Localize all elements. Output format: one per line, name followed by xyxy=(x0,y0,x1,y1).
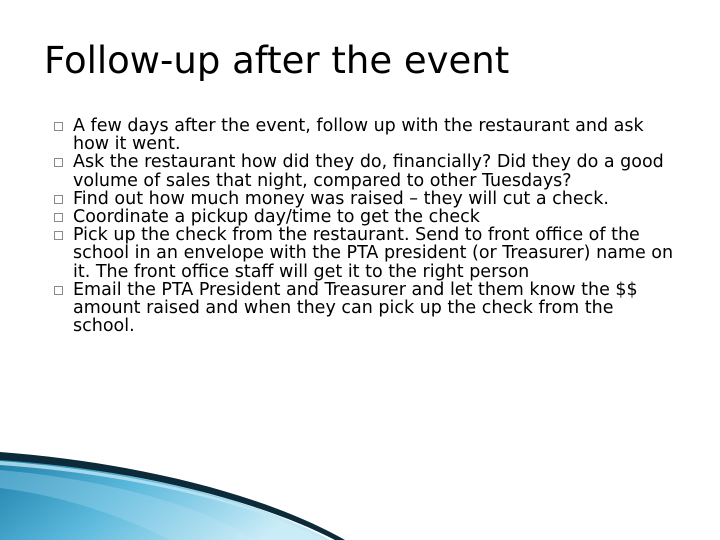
list-item xyxy=(54,117,679,153)
bullet-text: Email the PTA President and Treasurer and let them know the $$ amount raised and when they can pick up the check from the school. xyxy=(73,279,638,337)
hollow-square-icon xyxy=(54,213,63,222)
list-item xyxy=(54,190,679,208)
hollow-square-icon xyxy=(54,231,63,240)
hollow-square-icon xyxy=(54,195,63,204)
list-item xyxy=(54,153,679,189)
bullet-text: A few days after the event, follow up with the restaurant and ask how it went. xyxy=(73,116,644,155)
list-item xyxy=(54,208,679,226)
bullet-text: Pick up the check from the restaurant. Send to front office of the school in an envelope with the PTA president (or Treasurer) name on it. The front office staff will get it to the right person xyxy=(73,225,674,282)
hollow-square-icon xyxy=(54,158,63,167)
bullet-list xyxy=(54,117,679,335)
bullet-text: Find out how much money was raised – they will cut a check. xyxy=(73,188,609,209)
hollow-square-icon xyxy=(54,286,63,295)
list-item xyxy=(54,226,679,281)
bullet-text: Ask the restaurant how did they do, financially? Did they do a good volume of sales that night, compared to other Tuesdays? xyxy=(73,152,664,191)
hollow-square-icon xyxy=(54,122,63,131)
slide-title: Follow-up after the event xyxy=(44,39,510,82)
list-item xyxy=(54,281,679,336)
bullet-text: Coordinate a pickup day/time to get the check xyxy=(73,207,480,228)
